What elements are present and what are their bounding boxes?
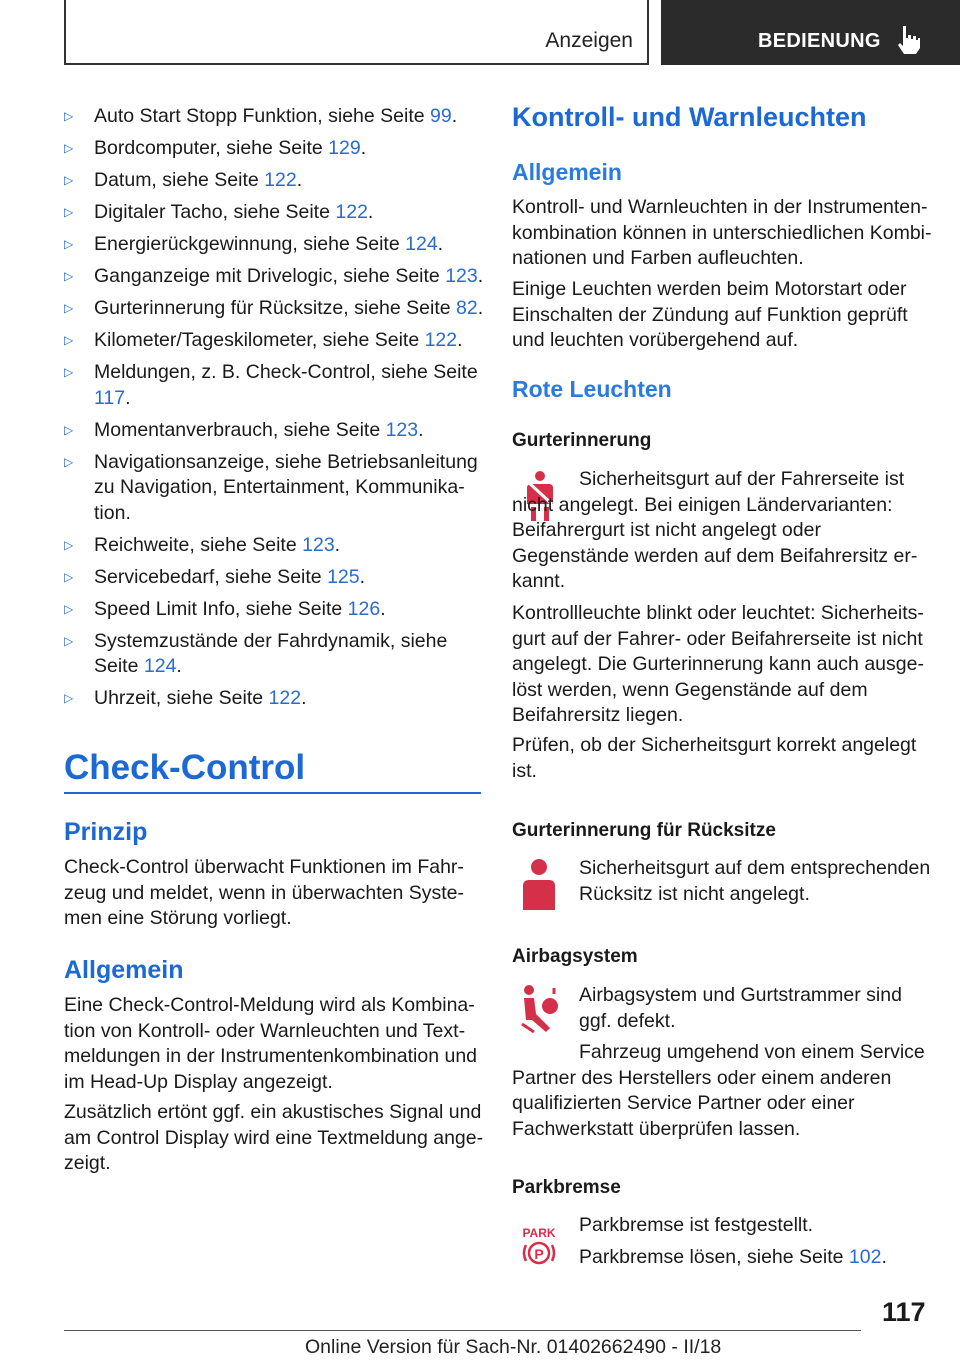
list-item bbox=[64, 136, 484, 162]
parkbremse-text-2 bbox=[579, 1245, 934, 1271]
list-item bbox=[64, 168, 484, 194]
page-link[interactable]: 123 bbox=[385, 418, 419, 441]
list-item-text: Servicebedarf, siehe Seite bbox=[94, 565, 328, 588]
bullet-triangle-icon: ▷ bbox=[64, 109, 74, 123]
list-item-text: Datum, siehe Seite bbox=[94, 169, 265, 191]
allgemein-text-2: Zusätzlich ertönt ggf. ein akustisches Signal und am Control Display wird eine Textmeldung angezeigt. bbox=[64, 1101, 484, 1174]
list-item-text: Gurterinnerung für Rücksitze, siehe Seite bbox=[94, 297, 457, 319]
bullet-triangle-icon: ▷ bbox=[64, 569, 74, 584]
page-link[interactable]: 117 bbox=[94, 386, 126, 409]
bullet-triangle-icon: ▷ bbox=[64, 422, 74, 437]
list-item-text: Speed Limit Info, siehe Seite bbox=[94, 597, 348, 620]
list-item-text: Systemzustände der Fahrdynamik, siehe Seite bbox=[94, 629, 448, 677]
parkbremse-text-1: Parkbremse ist festgestellt. bbox=[579, 1214, 814, 1236]
gurterinnerung-text-3: Prüfen, ob der Sicherheitsgurt korrekt angelegt ist. bbox=[512, 734, 917, 782]
list-item-end: . bbox=[437, 233, 444, 255]
footer-text: Online Version für Sach-Nr. 01402662490 - II/18 bbox=[305, 1336, 722, 1358]
hand-pointer-icon bbox=[894, 24, 922, 56]
list-item-end: . bbox=[457, 329, 463, 351]
header-tab-bedienung-label: BEDIENUNG bbox=[758, 30, 881, 52]
bullet-triangle-icon: ▷ bbox=[64, 365, 74, 379]
airbag-warning-icon bbox=[520, 984, 560, 1036]
page-link[interactable]: 124 bbox=[143, 655, 177, 677]
list-item bbox=[64, 264, 484, 290]
warning-title-airbagsystem: Airbagsystem bbox=[512, 946, 638, 967]
list-item-text: Energierückgewinnung, siehe Seite bbox=[94, 233, 406, 255]
section-title-check-control: Check-Control bbox=[64, 748, 306, 787]
footer-rule bbox=[64, 1330, 861, 1331]
list-item-text: Uhrzeit, siehe Seite bbox=[94, 687, 269, 709]
gurterinnerung-text-2: Kontrollleuchte blinkt oder leuchtet: Sicherheitsgurt auf der Fahrer- oder Beifahrerseite ist nicht angelegt. Die Gurterinnerung kann auch ausgelöst werden, wenn Gegenstände auf dem Beifahrersitz liegen. bbox=[512, 602, 924, 726]
list-item-end: . bbox=[360, 137, 367, 159]
subsection-title-prinzip: Prinzip bbox=[64, 818, 148, 846]
bullet-triangle-icon: ▷ bbox=[64, 333, 74, 347]
park-icon-label: PARK bbox=[522, 1226, 556, 1240]
ruecksitze-text: Sicherheitsgurt auf dem entsprechenden Rücksitz ist nicht angelegt. bbox=[579, 857, 931, 905]
list-item-end: . bbox=[477, 265, 484, 287]
list-item-end: . bbox=[451, 105, 458, 127]
bullet-triangle-icon: ▷ bbox=[64, 633, 74, 648]
list-item bbox=[64, 533, 484, 559]
parkbremse-text-2-pre: Parkbremse lösen, siehe Seite bbox=[579, 1246, 849, 1268]
page-link[interactable]: 124 bbox=[405, 233, 438, 255]
list-item-end: . bbox=[477, 297, 484, 319]
list-item-text: Digitaler Tacho, siehe Seite bbox=[94, 201, 336, 223]
list-item-end: . bbox=[380, 597, 386, 620]
airbag-text-2: Fahrzeug umgehend von einem Service Partner des Herstellers oder einem anderen qualifizierten Service Partner oder einer Fachwerkstatt überprüfen lassen. bbox=[512, 1041, 925, 1140]
list-item-text: Navigationsanzeige, siehe Betriebsanleitung zu Navigation, Entertainment, Kommunikation. bbox=[94, 450, 478, 524]
page-link[interactable]: 125 bbox=[327, 565, 360, 588]
bullet-triangle-icon: ▷ bbox=[64, 601, 74, 616]
list-item bbox=[64, 686, 484, 712]
section-rule bbox=[64, 792, 481, 794]
list-item-text: Auto Start Stopp Funktion, siehe Seite bbox=[94, 105, 431, 127]
list-item-text: Bordcomputer, siehe Seite bbox=[94, 137, 329, 159]
list-item bbox=[64, 450, 484, 527]
list-item bbox=[64, 200, 484, 226]
list-item bbox=[64, 328, 484, 354]
warning-title-gurterinnerung-ruecksitze: Gurterinnerung für Rücksitze bbox=[512, 820, 776, 841]
kontroll-allgemein-text-1: Kontroll- und Warnleuchten in der Instrumentenkombination können in unterschiedlichen Kombinationen und Farben aufleuchten. bbox=[512, 196, 932, 269]
list-item bbox=[64, 597, 484, 623]
gurterinnerung-text-1: Sicherheitsgurt auf der Fahrerseite ist nicht angelegt. Bei einigen Ländervarianten: Beifahrergurt ist nicht angelegt oder Gegenstände werden auf dem Beifahrersitz erkannt. bbox=[512, 468, 918, 592]
list-item bbox=[64, 629, 484, 680]
subsection-title-allgemein-right: Allgemein bbox=[512, 159, 622, 185]
kontroll-allgemein-text-2: Einige Leuchten werden beim Motorstart oder Einschalten der Zündung auf Funktion geprüft und leuchten vorübergehend auf. bbox=[512, 278, 908, 351]
rear-seatbelt-warning-icon bbox=[521, 858, 557, 912]
bullet-triangle-icon: ▷ bbox=[64, 269, 74, 283]
page-link[interactable]: 126 bbox=[347, 597, 381, 620]
list-item-end: . bbox=[359, 565, 366, 588]
warning-title-parkbremse: Parkbremse bbox=[512, 1177, 621, 1198]
list-item-text: Kilometer/Tageskilometer, siehe Seite bbox=[94, 329, 425, 351]
list-item bbox=[64, 565, 484, 591]
list-item-end: . bbox=[418, 418, 424, 441]
park-brake-icon bbox=[518, 1224, 560, 1266]
airbag-text-1: Airbagsystem und Gurtstrammer sind ggf. defekt. bbox=[579, 984, 902, 1032]
list-item-end: . bbox=[334, 533, 341, 556]
list-item bbox=[64, 296, 484, 322]
list-item-end: . bbox=[367, 201, 374, 223]
page-link[interactable]: 82 bbox=[456, 297, 478, 319]
list-item-end: . bbox=[301, 687, 307, 709]
subsection-title-rote-leuchten: Rote Leuchten bbox=[512, 376, 672, 402]
list-item-end: . bbox=[125, 386, 131, 409]
page-link[interactable]: 123 bbox=[302, 533, 335, 556]
page-link[interactable]: 129 bbox=[328, 137, 361, 159]
bullet-triangle-icon: ▷ bbox=[64, 537, 74, 552]
list-item-text: Ganganzeige mit Drivelogic, siehe Seite bbox=[94, 265, 446, 287]
header-tab-anzeigen-label: Anzeigen bbox=[545, 29, 633, 52]
page-number: 117 bbox=[882, 1297, 926, 1327]
bullet-triangle-icon: ▷ bbox=[64, 205, 74, 219]
page-link[interactable]: 122 bbox=[264, 169, 297, 191]
list-item bbox=[64, 360, 484, 411]
header-tab-anzeigen bbox=[64, 0, 649, 65]
page-link[interactable]: 122 bbox=[268, 687, 302, 709]
parkbremse-page-link[interactable]: 102 bbox=[848, 1246, 882, 1268]
list-item-text: Momentanverbrauch, siehe Seite bbox=[94, 418, 386, 441]
page-link[interactable]: 99 bbox=[430, 105, 452, 127]
display-item-list bbox=[64, 104, 484, 718]
bullet-triangle-icon: ▷ bbox=[64, 141, 74, 155]
warning-title-gurterinnerung: Gurterinnerung bbox=[512, 430, 652, 451]
prinzip-text: Check-Control überwacht Funktionen im Fahrzeug und meldet, wenn in überwachten Systemen eine Störung vorliegt. bbox=[64, 856, 464, 929]
list-item-text: Reichweite, siehe Seite bbox=[94, 533, 303, 556]
list-item bbox=[64, 104, 484, 130]
parkbremse-text-2-end: . bbox=[881, 1246, 887, 1268]
park-icon-p: P bbox=[534, 1246, 544, 1262]
page-link[interactable]: 122 bbox=[335, 201, 368, 223]
list-item-text: Meldungen, z. B. Check-Control, siehe Seite bbox=[94, 361, 478, 383]
bullet-triangle-icon: ▷ bbox=[64, 301, 74, 315]
bullet-triangle-icon: ▷ bbox=[64, 691, 74, 705]
list-item-end: . bbox=[176, 655, 182, 677]
bullet-triangle-icon: ▷ bbox=[64, 454, 74, 469]
bullet-triangle-icon: ▷ bbox=[64, 173, 74, 187]
list-item-end: . bbox=[296, 169, 303, 191]
page-link[interactable]: 122 bbox=[424, 329, 458, 351]
bullet-triangle-icon: ▷ bbox=[64, 237, 74, 251]
page-link[interactable]: 123 bbox=[445, 265, 478, 287]
list-item bbox=[64, 418, 484, 444]
section-title-kontroll-warnleuchten: Kontroll- und Warnleuchten bbox=[512, 102, 867, 132]
subsection-title-allgemein: Allgemein bbox=[64, 956, 184, 984]
allgemein-text-1: Eine Check-Control-Meldung wird als Kombination von Kontroll- oder Warnleuchten und Textmeldungen in der Instrumentenkombination und im Head-Up Display angezeigt. bbox=[64, 994, 478, 1093]
list-item bbox=[64, 232, 484, 258]
